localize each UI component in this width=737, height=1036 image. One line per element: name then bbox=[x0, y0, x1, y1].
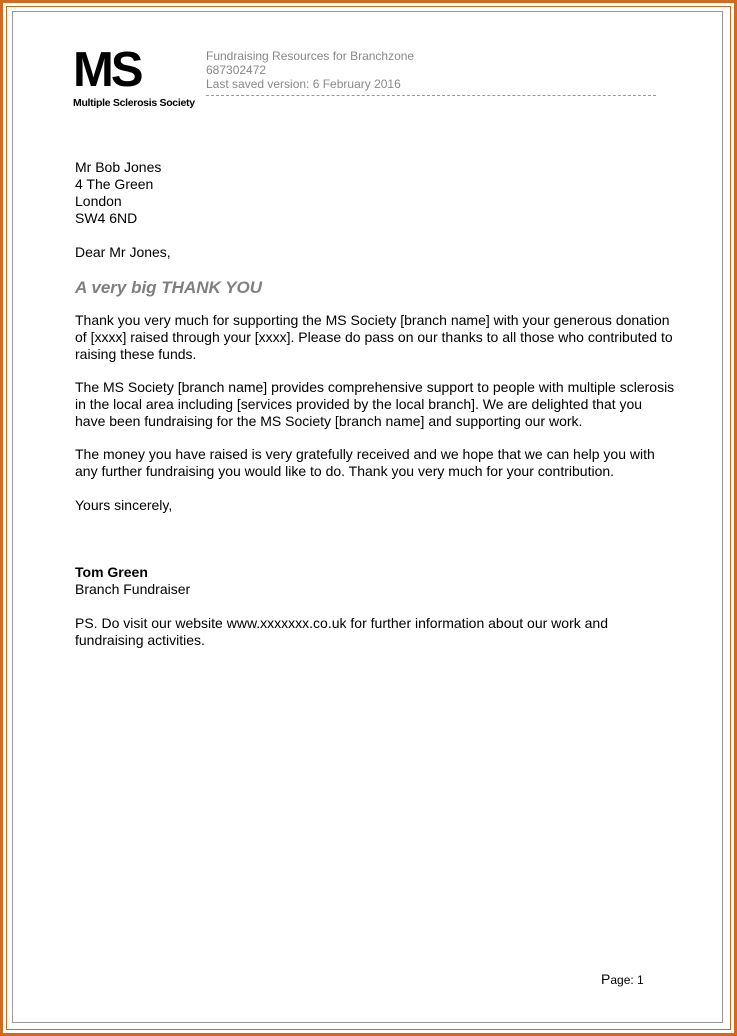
header-divider bbox=[206, 95, 656, 96]
recipient-city: London bbox=[75, 193, 122, 209]
page-number-initial: P bbox=[601, 971, 611, 987]
salutation: Dear Mr Jones, bbox=[75, 244, 171, 260]
ms-society-logo bbox=[73, 43, 195, 114]
page-number bbox=[601, 971, 644, 987]
signer-name: Tom Green bbox=[75, 564, 148, 580]
header-saved-version: Last saved version: 6 February 2016 bbox=[206, 77, 401, 91]
recipient-street: 4 The Green bbox=[75, 176, 154, 192]
page-number-rest: age: 1 bbox=[610, 973, 644, 987]
recipient-name: Mr Bob Jones bbox=[75, 159, 162, 175]
logo-name: Multiple Sclerosis Society bbox=[73, 97, 195, 109]
letter-body bbox=[75, 159, 675, 649]
paragraph: The money you have raised is very gratefully received and we hope that we can help you with any further fundraising you would like to do. Thank you very much for your contribution. bbox=[75, 446, 655, 479]
headline: A very big THANK YOU bbox=[75, 278, 263, 297]
header-title: Fundraising Resources for Branchzone bbox=[206, 49, 415, 63]
header-reference: 687302472 bbox=[206, 63, 267, 77]
closing: Yours sincerely, bbox=[75, 497, 173, 513]
recipient-address bbox=[75, 159, 675, 227]
postscript: PS. Do visit our website www.xxxxxxx.co.uk for further information about our work and fundraising activities. bbox=[75, 615, 608, 648]
signer-title: Branch Fundraiser bbox=[75, 581, 191, 597]
logo-mark: MS bbox=[73, 43, 141, 97]
recipient-postcode: SW4 6ND bbox=[75, 210, 138, 226]
document-header bbox=[206, 49, 414, 91]
paragraph: Thank you very much for supporting the MS Society [branch name] with your generous donation of [xxxx] raised through your [xxxx]. Please do pass on our thanks to all those who contributed to raising these funds. bbox=[75, 312, 673, 362]
paragraph: The MS Society [branch name] provides comprehensive support to people with multiple sclerosis in the local area including [services provided by the local branch]. We are delighted that you have been fundraising for the MS Society [branch name] and supporting our work. bbox=[75, 379, 675, 429]
